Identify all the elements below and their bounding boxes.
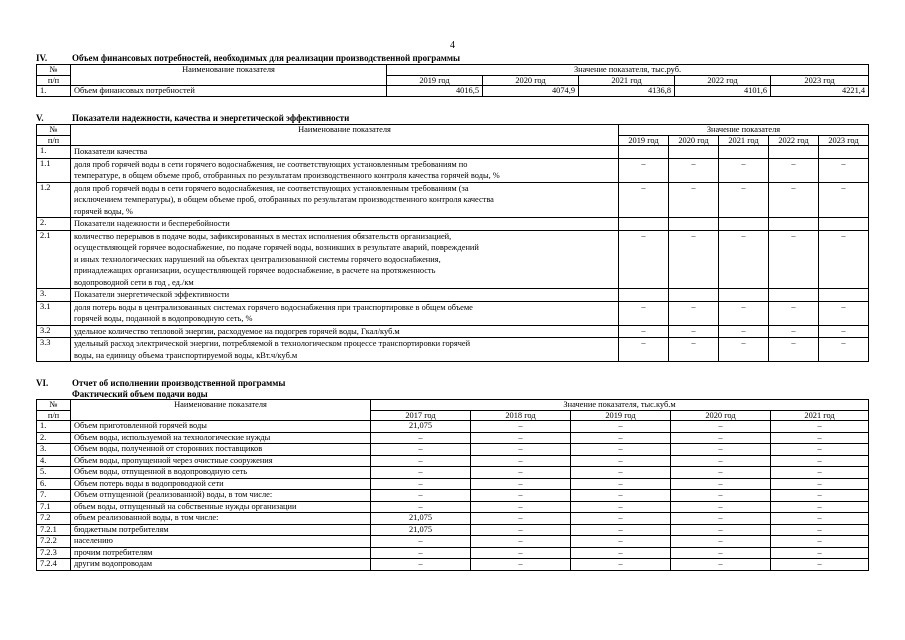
row-number: 7.2.2 (37, 536, 71, 548)
row-value: – (671, 455, 771, 467)
row-value: – (371, 490, 471, 502)
row-name-line: горячей воды, % (74, 206, 133, 216)
row-value: – (471, 513, 571, 525)
column-header-number: № (37, 400, 71, 411)
row-name: другим водопроводам (71, 559, 371, 571)
row-value: – (719, 338, 769, 362)
row-name-line: воды, на единицу объема транспортируемой воды, кВт.ч/куб.м (74, 350, 298, 360)
row-value: – (571, 455, 671, 467)
row-value: – (571, 444, 671, 456)
row-value: – (471, 559, 571, 571)
row-value: 4101,6 (675, 86, 771, 97)
row-value (619, 289, 669, 302)
row-value: – (771, 478, 869, 490)
row-name-line: доля потерь воды в централизованных системах горячего водоснабжения при транспортировке в общем объеме (74, 302, 473, 312)
table-row (37, 467, 869, 479)
table-row (37, 432, 869, 444)
row-value: – (471, 490, 571, 502)
row-number: 3. (37, 444, 71, 456)
column-header-year: 2021 год (771, 410, 869, 421)
row-value: – (771, 536, 869, 548)
table-row (37, 490, 869, 502)
row-value: – (371, 455, 471, 467)
row-name: бюджетным потребителям (71, 524, 371, 536)
row-name: Объем приготовленной горячей воды (71, 421, 371, 433)
column-header-name: Наименование показателя (71, 400, 371, 421)
row-value: – (371, 444, 471, 456)
row-value: – (671, 490, 771, 502)
section-vi-subtitle: Фактический объем подачи воды (72, 389, 208, 399)
section-v-number: V. (36, 113, 44, 123)
section-vi-heading: Отчет об исполнении производственной программы (72, 378, 286, 388)
row-number: 7.2 (37, 513, 71, 525)
column-header-name: Наименование показателя (71, 125, 619, 146)
row-value: – (471, 524, 571, 536)
row-value: – (669, 182, 719, 218)
row-value: 21,075 (371, 524, 471, 536)
financial-needs-table (36, 64, 869, 97)
row-value (769, 218, 819, 231)
row-value: – (671, 478, 771, 490)
row-number: 6. (37, 478, 71, 490)
row-value: – (619, 338, 669, 362)
row-value: – (619, 325, 669, 338)
row-value: – (571, 524, 671, 536)
table-row (37, 524, 869, 536)
section-v-title (36, 113, 349, 123)
row-value: – (471, 455, 571, 467)
row-value: – (671, 513, 771, 525)
table-row (37, 501, 869, 513)
row-name (71, 158, 619, 182)
row-value (819, 146, 869, 159)
row-name: Объем потерь воды в водопроводной сети (71, 478, 371, 490)
row-value: – (669, 325, 719, 338)
row-number: 3.1 (37, 301, 71, 325)
row-number: 2. (37, 218, 71, 231)
row-name-line: температуре, в общем объеме проб, отобранных по результатам производственного контроля качества горячей воды, % (74, 171, 500, 180)
section-iv-title (36, 53, 460, 63)
row-name-line: и иных технологических нарушений на объектах централизованной системы горячего водоснабжения, (74, 254, 441, 264)
row-name: прочим потребителям (71, 547, 371, 559)
row-value: – (771, 432, 869, 444)
row-value: – (471, 536, 571, 548)
row-value: – (571, 478, 671, 490)
row-value: – (619, 301, 669, 325)
row-value: – (571, 421, 671, 433)
row-value: – (771, 421, 869, 433)
row-value (719, 146, 769, 159)
row-value: – (671, 524, 771, 536)
table-row (37, 421, 869, 433)
row-value: – (771, 524, 869, 536)
row-value: – (769, 158, 819, 182)
row-name (71, 301, 619, 325)
row-name-line: количество перерывов в подаче воды, зафиксированных в местах исполнения обязательств организацией, (74, 231, 452, 241)
row-number: 7.1 (37, 501, 71, 513)
row-value: – (719, 230, 769, 289)
row-name: Объем воды, отпущенной в водопроводную сеть (71, 467, 371, 479)
column-header-year: 2019 год (619, 135, 669, 146)
row-name (71, 230, 619, 289)
row-name: Объем воды, полученной от сторонних поставщиков (71, 444, 371, 456)
table-row (37, 230, 869, 289)
row-value: – (371, 432, 471, 444)
row-value: – (769, 230, 819, 289)
column-header-name: Наименование показателя (71, 65, 387, 86)
row-value (719, 289, 769, 302)
row-value: – (771, 455, 869, 467)
row-number: 5. (37, 467, 71, 479)
row-name: населению (71, 536, 371, 548)
row-value: – (769, 325, 819, 338)
row-value: – (571, 513, 671, 525)
table-row (37, 536, 869, 548)
row-value: – (771, 467, 869, 479)
row-value: – (719, 158, 769, 182)
row-value (669, 218, 719, 231)
row-value: – (719, 182, 769, 218)
table-row (37, 182, 869, 218)
row-value (669, 146, 719, 159)
row-name: объем реализованной воды, в том числе: (71, 513, 371, 525)
row-name-line: осуществляющей горячее водоснабжение, по подаче горячей воды, возникших в результате аварий, повреждений (74, 243, 479, 252)
column-header-number: № (37, 65, 71, 76)
row-value: – (769, 301, 819, 325)
row-name-line: Показатели энергетической эффективности (74, 290, 230, 299)
row-name: Объем воды, используемой на технологические нужды (71, 432, 371, 444)
row-name: объем воды, отпущенный на собственные нужды организации (71, 501, 371, 513)
row-value: – (619, 182, 669, 218)
row-value: 4136,8 (579, 86, 675, 97)
row-value: – (619, 230, 669, 289)
row-name-line: Показатели надежности и бесперебойности (74, 219, 230, 228)
row-value: 4074,9 (483, 86, 579, 97)
row-number: 7.2.4 (37, 559, 71, 571)
column-header-number: № (37, 125, 71, 136)
row-number: 1.1 (37, 158, 71, 182)
column-header-year: 2017 год (371, 410, 471, 421)
row-number: 1. (37, 146, 71, 159)
row-name: Объем отпущенной (реализованной) воды, в том числе: (71, 490, 371, 502)
column-header-value: Значение показателя, тыс.руб. (387, 65, 869, 76)
column-header-year: 2021 год (719, 135, 769, 146)
row-name-line: горячей воды, поданной в водопроводную сеть, % (74, 314, 253, 323)
row-name (71, 146, 619, 159)
row-value (769, 146, 819, 159)
row-number: 3.3 (37, 338, 71, 362)
row-value: – (571, 501, 671, 513)
row-number: 2. (37, 432, 71, 444)
column-header-year: 2018 год (471, 410, 571, 421)
row-number: 7. (37, 490, 71, 502)
column-header-value: Значение показателя, тыс.куб.м (371, 400, 869, 411)
row-name (71, 325, 619, 338)
row-value (619, 146, 669, 159)
table-row (37, 325, 869, 338)
water-supply-report-table (36, 399, 869, 571)
table-row (37, 218, 869, 231)
row-number: 1. (37, 86, 71, 97)
row-value (619, 218, 669, 231)
table-row (37, 513, 869, 525)
row-value: – (471, 501, 571, 513)
row-value: – (619, 158, 669, 182)
row-value: – (471, 467, 571, 479)
section-v-heading: Показатели надежности, качества и энергетической эффективности (72, 113, 350, 123)
row-name (71, 289, 619, 302)
header-row (37, 400, 869, 411)
row-value: – (819, 230, 869, 289)
row-value: – (819, 301, 869, 325)
row-value: – (671, 547, 771, 559)
column-header-pp: п/п (37, 75, 71, 86)
section-iv-number: IV. (36, 53, 48, 63)
row-value: – (719, 301, 769, 325)
row-name-line: исключением температуры), в общем объеме проб, отобранных по результатам производственного контроля качества (74, 195, 494, 204)
row-value: – (371, 559, 471, 571)
column-header-year: 2022 год (769, 135, 819, 146)
row-name (71, 338, 619, 362)
row-value: – (571, 536, 671, 548)
row-name-line: водопроводной сети в год , ед./км (74, 277, 194, 287)
row-name (71, 182, 619, 218)
row-value: – (769, 182, 819, 218)
table-row (37, 338, 869, 362)
row-value: – (571, 547, 671, 559)
column-header-year: 2021 год (579, 75, 675, 86)
column-header-pp: п/п (37, 410, 71, 421)
row-value: – (571, 559, 671, 571)
header-row (37, 65, 869, 76)
table-row (37, 86, 869, 97)
row-value: – (671, 444, 771, 456)
row-value (769, 289, 819, 302)
row-value: – (671, 501, 771, 513)
table-row (37, 146, 869, 159)
table-row (37, 478, 869, 490)
row-value (719, 218, 769, 231)
row-value: – (371, 536, 471, 548)
row-value: – (771, 501, 869, 513)
row-value: – (371, 501, 471, 513)
row-number: 2.1 (37, 230, 71, 289)
section-iv-heading: Объем финансовых потребностей, необходимых для реализации производственной программы (72, 53, 461, 63)
row-name: Объем финансовых потребностей (71, 86, 387, 97)
row-value: – (671, 421, 771, 433)
row-value: – (669, 301, 719, 325)
row-value: 4016,5 (387, 86, 483, 97)
table-row (37, 455, 869, 467)
column-header-year: 2020 год (671, 410, 771, 421)
table-row (37, 289, 869, 302)
row-name (71, 218, 619, 231)
column-header-year: 2020 год (483, 75, 579, 86)
row-value: – (671, 467, 771, 479)
row-value: – (769, 338, 819, 362)
row-value: – (669, 158, 719, 182)
table-row (37, 301, 869, 325)
row-value: – (819, 325, 869, 338)
row-number: 3. (37, 289, 71, 302)
row-value: – (371, 547, 471, 559)
row-value: – (571, 432, 671, 444)
row-value: – (471, 432, 571, 444)
row-value: – (471, 444, 571, 456)
row-value: – (819, 158, 869, 182)
row-value: 4221,4 (771, 86, 869, 97)
row-number: 7.2.3 (37, 547, 71, 559)
table-row (37, 444, 869, 456)
row-number: 7.2.1 (37, 524, 71, 536)
section-vi-number: VI. (36, 378, 49, 388)
row-value: – (371, 478, 471, 490)
row-value: – (471, 478, 571, 490)
header-row (37, 125, 869, 136)
column-header-year: 2023 год (771, 75, 869, 86)
column-header-pp: п/п (37, 135, 71, 146)
row-number: 4. (37, 455, 71, 467)
row-value: – (571, 490, 671, 502)
row-name-line: принадлежащих организации, осуществляющей горячее водоснабжение, в расчете на протяженность (74, 266, 436, 275)
row-name-line: доля проб горячей воды в сети горячего водоснабжения, не соответствующих установленным требованиям (за (74, 183, 469, 193)
row-value (819, 218, 869, 231)
column-header-year: 2022 год (675, 75, 771, 86)
row-value (819, 289, 869, 302)
row-name: Объем воды, пропущенной через очистные сооружения (71, 455, 371, 467)
row-value: – (771, 490, 869, 502)
row-value: – (771, 547, 869, 559)
column-header-year: 2023 год (819, 135, 869, 146)
row-value: – (771, 559, 869, 571)
row-value: – (471, 421, 571, 433)
row-value: – (571, 467, 671, 479)
row-value: 21,075 (371, 421, 471, 433)
row-name-line: доля проб горячей воды в сети горячего водоснабжения, не соответствующих установленным требованиям по (74, 159, 468, 169)
row-name-line: удельное количество тепловой энергии, расходуемое на подогрев горячей воды, Гкал/куб.м (74, 326, 400, 336)
column-header-value: Значение показателя (619, 125, 869, 136)
row-value: – (771, 444, 869, 456)
row-name-line: Показатели качества (74, 147, 148, 156)
row-value: – (471, 547, 571, 559)
row-name-line: удельный расход электрической энергии, потребляемой в технологическом процессе транспортировки горячей (74, 339, 471, 348)
row-value (669, 289, 719, 302)
row-value: – (671, 432, 771, 444)
row-number: 3.2 (37, 325, 71, 338)
column-header-year: 2019 год (387, 75, 483, 86)
column-header-year: 2020 год (669, 135, 719, 146)
row-value: – (719, 325, 769, 338)
row-value: 21,075 (371, 513, 471, 525)
row-value: – (371, 467, 471, 479)
row-value: – (669, 338, 719, 362)
table-row (37, 158, 869, 182)
row-number: 1. (37, 421, 71, 433)
row-value: – (819, 338, 869, 362)
section-vi-title (36, 378, 285, 388)
row-value: – (771, 513, 869, 525)
table-row (37, 559, 869, 571)
row-number: 1.2 (37, 182, 71, 218)
row-value: – (819, 182, 869, 218)
reliability-indicators-table (36, 124, 869, 362)
row-value: – (671, 536, 771, 548)
column-header-year: 2019 год (571, 410, 671, 421)
page-number: 4 (450, 40, 455, 51)
row-value: – (669, 230, 719, 289)
table-row (37, 547, 869, 559)
row-value: – (671, 559, 771, 571)
